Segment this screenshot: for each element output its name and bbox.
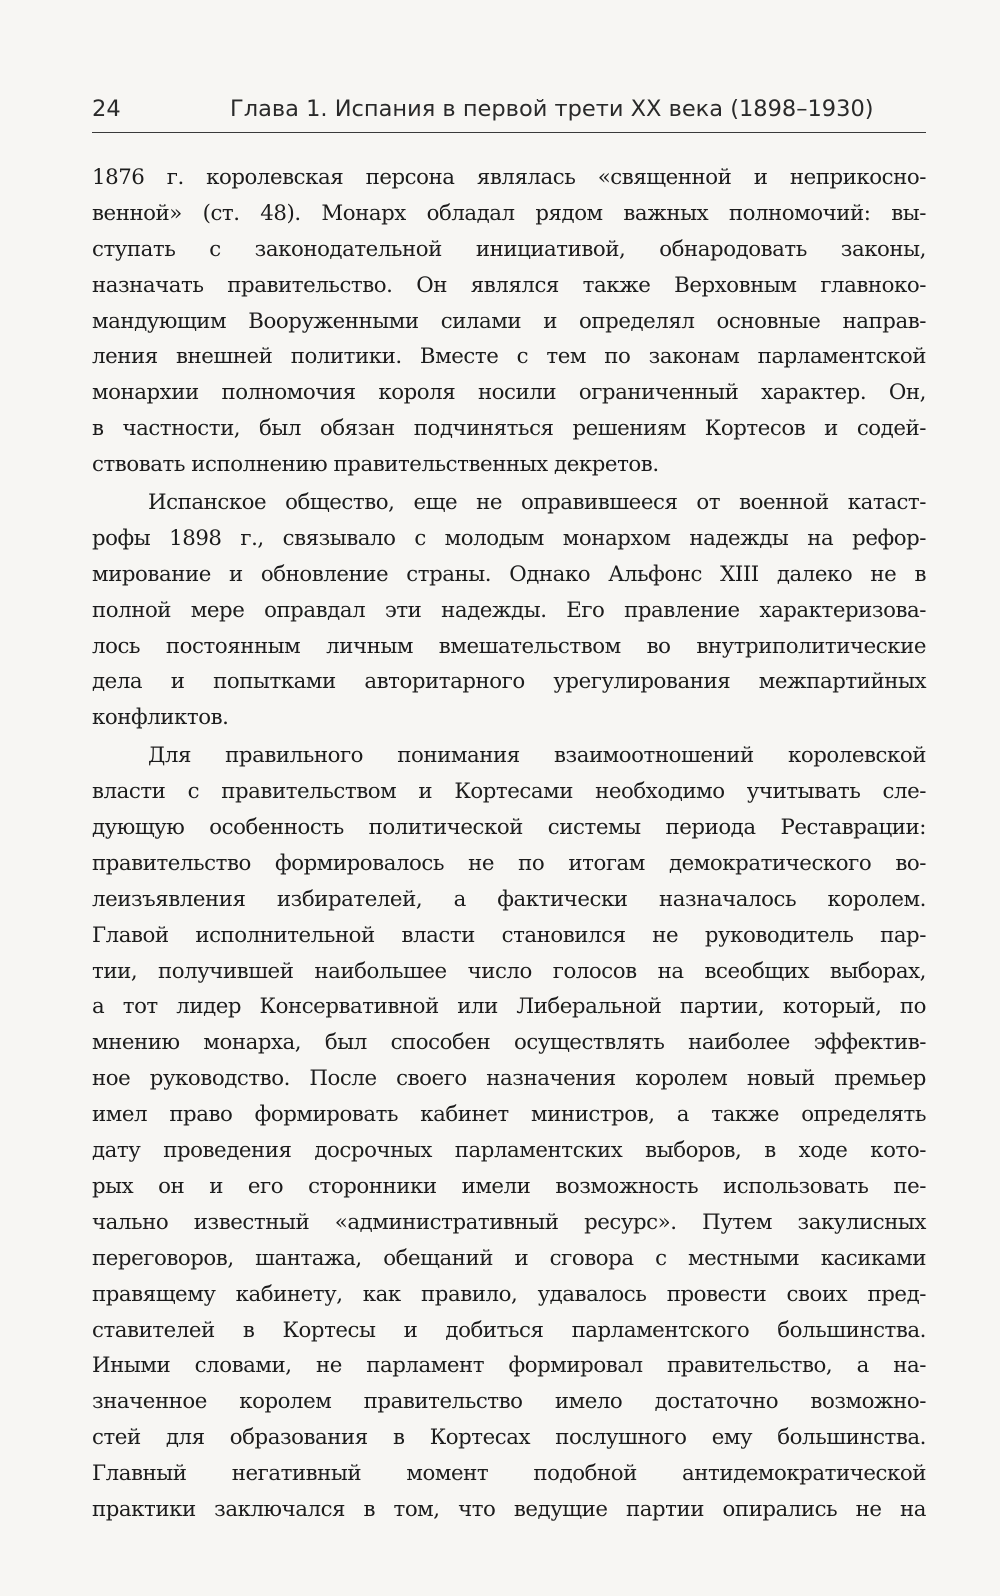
text-line: дату проведения досрочных парламентских выборов, в ходе кото- [92,1138,926,1164]
paragraph-1 [92,160,926,483]
text-line: переговоров, шантажа, обещаний и сговора с местными касиками [92,1245,926,1271]
text-line: мирование и обновление страны. Однако Альфонс XIII далеко не в [92,561,926,587]
running-head [92,92,926,133]
text-line: назначать правительство. Он являлся также Верховным главноко- [92,272,926,298]
text-line: имел право формировать кабинет министров, а также определять [92,1102,926,1128]
text-line: рофы 1898 г., связывало с молодым монархом надежды на рефор- [92,525,926,551]
text-line: конфликтов. [92,705,229,731]
text-line: ставителей в Кортесы и добиться парламентского большинства. [92,1317,926,1343]
text-line: Главный негативный момент подобной антидемократической [92,1461,926,1487]
body-text [92,160,926,1528]
text-line: дела и попытками авторитарного урегулирования межпартийных [92,669,926,695]
text-line: практики заключался в том, что ведущие партии опирались не на [92,1496,926,1522]
text-line: монархии полномочия короля носили ограниченный характер. Он, [92,380,926,406]
text-line: правительство формировалось не по итогам демократического во- [92,850,926,876]
text-line: мандующим Вооруженными силами и определял основные направ- [92,308,926,334]
text-line: рых он и его сторонники имели возможность использовать пе- [92,1173,926,1199]
paragraph-2 [92,485,926,736]
text-line: дующую особенность политической системы периода Реставрации: [92,815,926,841]
text-line: правящему кабинету, как правило, удавалось провести своих пред- [92,1281,926,1307]
text-line: чально известный «административный ресурс». Путем закулисных [92,1209,926,1235]
text-line: Для правильного понимания взаимоотношений королевской [148,743,926,769]
text-line: мнению монарха, был способен осуществлять наиболее эффектив- [92,1030,926,1056]
text-line: лось постоянным личным вмешательством во внутриполитические [92,633,926,659]
text-line: ступать с законодательной инициативой, обнародовать законы, [92,236,926,262]
text-line: Главой исполнительной власти становился не руководитель пар- [92,922,926,948]
text-line: Иными словами, не парламент формировал правительство, а на- [92,1353,926,1379]
text-line: Испанское общество, еще не оправившееся от военной катаст- [148,490,926,516]
text-line: 1876 г. королевская персона являлась «священной и неприкосно- [92,165,926,190]
paragraph-3 [92,738,926,1528]
text-line: леизъявления избирателей, а фактически назначалось королем. [92,886,926,912]
text-line: а тот лидер Консервативной или Либеральной партии, который, по [92,994,926,1020]
text-line: в частности, был обязан подчиняться решениям Кортесов и содей- [92,416,926,442]
text-line: ное руководство. После своего назначения королем новый премьер [92,1066,926,1092]
text-line: стей для образования в Кортесах послушного ему большинства. [92,1425,926,1451]
text-line: значенное королем правительство имело достаточно возможно- [92,1389,926,1415]
text-line: тии, получившей наибольшее число голосов на всеобщих выборах, [92,958,926,984]
page-number: 24 [92,96,121,122]
text-line: ления внешней политики. Вместе с тем по законам парламентской [92,344,926,370]
chapter-title: Глава 1. Испания в первой трети XX века (1898–1930) [230,96,874,122]
text-line: полной мере оправдал эти надежды. Его правление характеризова- [92,597,926,623]
text-line: венной» (ст. 48). Монарх обладал рядом важных полномочий: вы- [92,200,926,226]
text-line: власти с правительством и Кортесами необходимо учитывать сле- [92,779,926,805]
text-line: ствовать исполнению правительственных декретов. [92,452,659,478]
